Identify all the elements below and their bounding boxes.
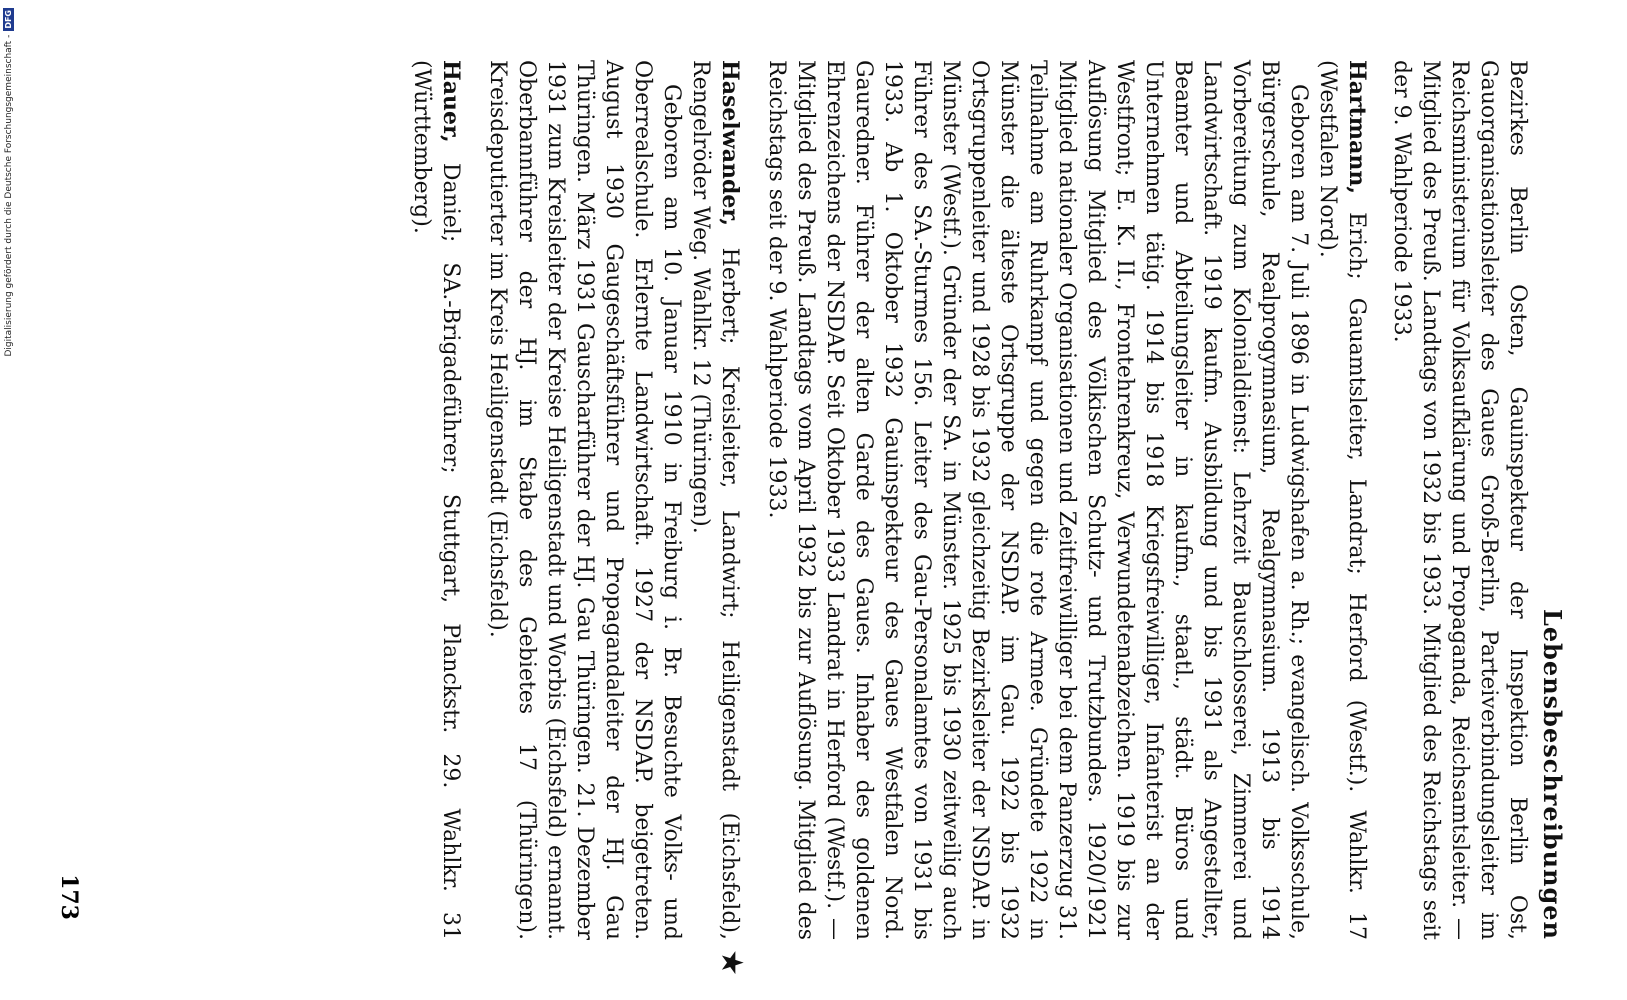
page-content [389, 60, 1567, 976]
entry-details: Erich; Gauamtsleiter, Landrat; Herford (Westf.). Wahlkr. 17 (Westfalen Nord). [1315, 60, 1369, 940]
biography-entry [483, 60, 749, 976]
star-icon: ★ [714, 949, 749, 976]
entry-header [1313, 60, 1371, 940]
entry-body: Geboren am 10. Januar 1910 in Freiburg i. Br. Besuchte Volks- und Oberrealschule. Erlernte Landwirtschaft. 1927 der NSDAP. beigetreten. August 1930 Gaugeschäftsführer und Propagandaleiter der HJ. Gau Thüringen. März 1931 Gauscharführer der HJ. Gau Thüringen. 21. Dezember 1931 zum Kreisleiter der Kreise Heiligenstadt und Worbis (Eichsfeld) ernannt. Oberbannführer der HJ. im Stabe des Gebietes 17 (Thüringen). Kreisdeputierter im Kreis Heiligenstadt (Eichsfeld). [485, 60, 684, 940]
credit-line [2, 0, 16, 1000]
entry-details: Herbert; Kreisleiter, Landwirt; Heiligenstadt (Eichsfeld), Rengelröder Weg. Wahlkr. 12 (Thüringen). [688, 60, 742, 940]
digitization-credit [2, 0, 16, 1000]
entry-details: Daniel; SA.-Brigadeführer; Stuttgart, Planckstr. 29. Wahlkr. 31 (Württemberg). [409, 60, 463, 941]
entry-header [407, 60, 465, 940]
biography-entry [407, 60, 465, 940]
entry-header [686, 60, 744, 940]
entry-body: Geboren am 7. Juli 1896 in Ludwigshafen a. Rh.; evangelisch. Volksschule, Bürgerschule, Realprogymnasium, Realgymnasium. 1913 bis 1914 Vorbereitung zum Kolonialdienst: Lehrzeit Bauschlosserei, Zimmerei und Landwirtschaft. 1919 kaufm. Ausbildung und bis 1931 als Angestellter, Beamter und Abteilungsleiter in kaufm., staatl., städt. Büros und Unternehmen tätig. 1914 bis 1918 Kriegsfreiwilliger, Infanterist an der Westfront; E. K. II., Frontehrenkreuz, Verwundetenabzeichen. 1919 bis zur Auflösung Mitglied des Völkischen Schutz- und Trutzbundes. 1920/1921 Mitglied nationaler Organisationen und Zeitfreiwilliger bei dem Panzerzug 31. Teilnahme am Ruhrkampf und gegen die rote Armee. Gründete 1922 in Münster die älteste Ortsgruppe der NSDAP. im Gau. 1922 bis 1932 Ortsgruppenleiter und 1928 bis 1932 gleichzeitig Bezirksleiter der NSDAP. in Münster (Westf.). Gründer der SA. in Münster. 1925 bis 1930 zeitweilig auch Führer des SA.-Sturmes 156. Leiter des Gau-Personalamtes von 1931 bis 1933. Ab 1. Oktober 1932 Gauinspekteur des Gaues Westfalen Nord. Gauredner. Führer der alten Garde des Gaues. Inhaber des goldenen Ehrenzeichens der NSDAP. Seit Oktober 1933 Landrat in Herford (Westf.). — Mitglied des Preuß. Landtags vom April 1932 bis zur Auflösung. Mitglied des Reichstags seit der 9. Wahlperiode 1933. [764, 60, 1311, 940]
page-number: 173 [56, 874, 82, 920]
entry-name: Hauer, [438, 60, 464, 143]
continuation-paragraph: Bezirkes Berlin Osten, Gauinspekteur der Inspektion Berlin Ost, Gauorganisationsleiter des Gaues Groß-Berlin, Parteiverbindungsleiter im Reichsministerium für Volksaufklärung und Propaganda, Reichsamtsleiter. — Mitglied des Preuß. Landtags von 1932 bis 1933. Mitglied des Reichstags seit der 9. Wahlperiode 1933. [1389, 60, 1530, 940]
entry-name: Haselwander, [717, 60, 743, 226]
dfg-logo: DFG [4, 10, 13, 29]
biography-entry [762, 60, 1371, 940]
running-head: Lebensbeschreibungen [1538, 609, 1567, 940]
credit-text: Digitalisierung gefördert durch die Deutsche Forschungsgemeinschaft - [4, 34, 14, 357]
entry-name: Hartmann, [1344, 60, 1370, 194]
